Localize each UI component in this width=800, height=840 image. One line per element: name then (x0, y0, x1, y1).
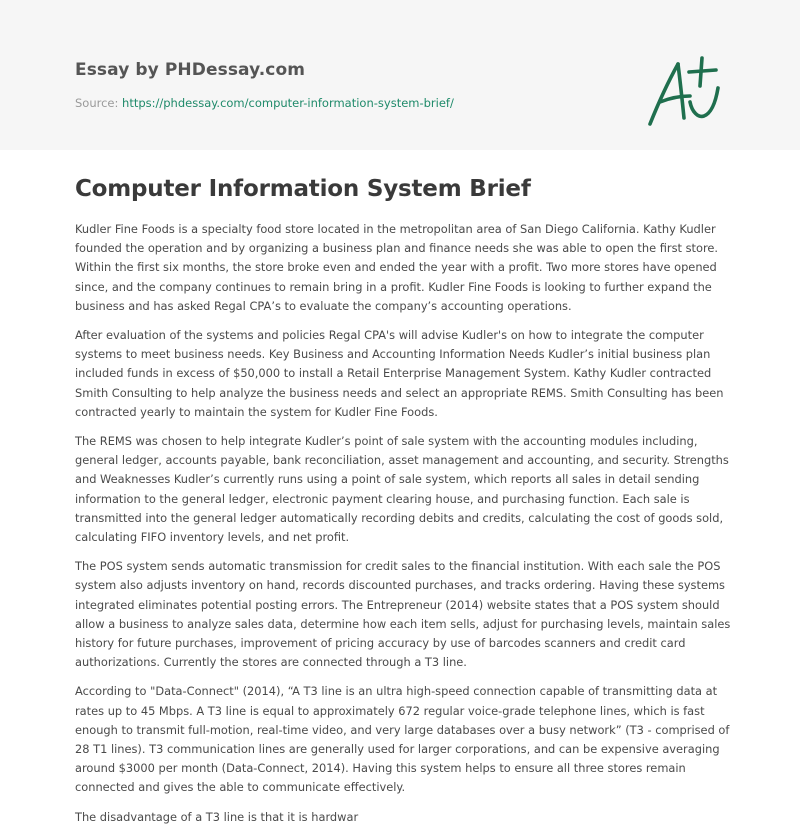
essay-paragraph: According to "Data-Connect" (2014), “A T3 line is an ultra high-speed connection capable of transmitting data at rates up to 45 Mbps. A T3 line is equal to approximately 672 regular voice-grade telephone lines, which is fast enough to transmit full-motion, real-time video, and very large databases over a busy network” (T3 - comprised of 28 T1 lines). T3 communication lines are generally used for larger corporations, and can be expensive averaging around $3000 per month (Data-Connect, 2014). Having this system helps to ensure all three stores remain connected and gives the able to communicate effectively. (75, 684, 730, 795)
essay-paragraph: Kudler Fine Foods is a specialty food store located in the metropolitan area of San Diego California. Kathy Kudler founded the operation and by organizing a business plan and finance needs she was able to open the first store. Within the first six months, the store broke even and ended the year with a profit. Two more stores have opened since, and the company continues to remain bring in a profit. Kudler Fine Foods is looking to further expand the business and has asked Regal CPA’s to evaluate the company’s accounting operations. (75, 222, 719, 313)
source-line (75, 96, 454, 110)
essay-paragraph: The POS system sends automatic transmission for credit sales to the financial institution. With each sale the POS system also adjusts inventory on hand, records discounted purchases, and tracks ordering. Having these systems integrated eliminates potential posting errors. The Entrepreneur (2014) website states that a POS system should allow a business to analyze sales data, determine how each item sells, adjust for purchasing levels, maintain sales history for future purchases, improvement of pricing accuracy by use of barcodes scanners and credit card authorizations. Currently the stores are connected through a T3 line. (75, 559, 731, 670)
page-title: Computer Information System Brief (75, 176, 531, 202)
essay-paragraph-truncated: The disadvantage of a T3 line is that it is hardwar (75, 809, 359, 824)
site-title: Essay by PHDessay.com (75, 60, 306, 80)
a-plus-logo-icon (640, 52, 726, 134)
essay-paragraph: The REMS was chosen to help integrate Kudler’s point of sale system with the accounting modules including, general ledger, accounts payable, bank reconciliation, asset management and accounting, and security. Strengths and Weaknesses Kudler’s currently runs using a point of sale system, which reports all sales in detail sending information to the general ledger, electronic payment clearing house, and purchasing function. Each sale is transmitted into the general ledger automatically recording debits and credits, calculating the cost of goods sold, calculating FIFO inventory levels, and net profit. (75, 434, 729, 545)
source-link[interactable]: https://phdessay.com/computer-information-system-brief/ (122, 96, 454, 110)
source-label: Source: (75, 96, 123, 110)
essay-paragraph: After evaluation of the systems and policies Regal CPA's will advise Kudler's on how to integrate the computer systems to meet business needs. Key Business and Accounting Information Needs Kudler’s initial business plan included funds in excess of $50,000 to install a Retail Enterprise Management System. Kathy Kudler contracted Smith Consulting to help analyze the business needs and select an appropriate REMS. Smith Consulting has been contracted yearly to maintain the system for Kudler Fine Foods. (75, 328, 724, 419)
essay-body (75, 220, 731, 837)
